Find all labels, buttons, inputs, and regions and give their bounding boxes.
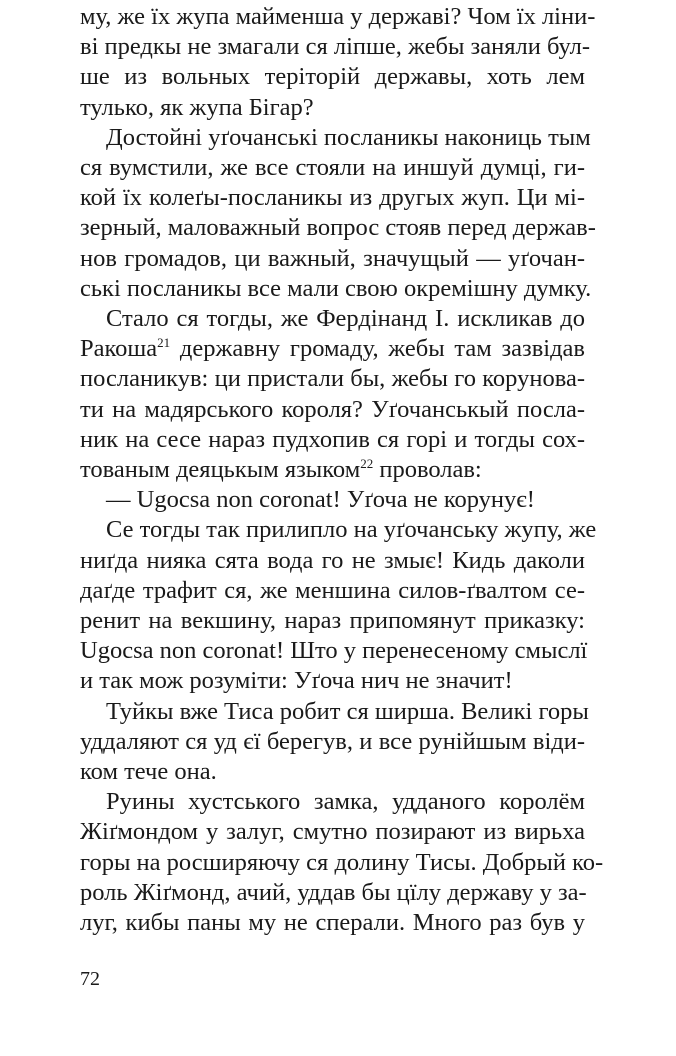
text-fragment: державну громаду, жебы там зазвідав	[170, 335, 585, 363]
text-line: ренит на векшину, нараз припомянут приказку:	[80, 607, 585, 635]
paragraph-3	[80, 304, 585, 485]
text-line: ше из вольных теріторій державы, хоть лем	[80, 63, 585, 91]
text-line: Ugocsa non coronat! Што у перенесеному смыслї	[80, 637, 588, 665]
page-body	[80, 2, 604, 938]
footnote-marker: 22	[360, 455, 374, 471]
paragraph-4	[80, 485, 585, 515]
footnote-marker: 21	[157, 335, 171, 351]
paragraph-5	[80, 515, 597, 696]
text-line-with-footnote	[80, 455, 585, 485]
text-line: Се тогды так прилипло на уґочанську жупу, же	[106, 516, 597, 544]
text-line: ся вумстили, же все стояли на иншуй думці, ги-	[80, 154, 585, 182]
paragraph-7	[80, 787, 604, 938]
text-line: горы на росширяючу ся долину Тисы. Добрый ко-	[80, 848, 604, 876]
text-line: Стало ся тогды, же Фердінанд І. искликав до	[106, 305, 585, 333]
text-line: ниґда нияка сята вода го не змыє! Кидь даколи	[80, 546, 585, 574]
text-line: Жіґмондом у залуг, смутно позирают из вирьха	[80, 818, 585, 846]
text-line: луг, кибы паны му не сперали. Много раз був у	[80, 909, 585, 937]
text-line: уддаляют ся уд єї берегув, и все рунійшым віди-	[80, 727, 585, 755]
text-line: даґде трафит ся, же меншина силов-ґвалтом се-	[80, 576, 585, 604]
text-line: зерный, маловажный вопрос стояв перед держав-	[80, 214, 596, 242]
text-line: роль Жіґмонд, ачий, уддав бы цїлу державу у за-	[80, 878, 587, 906]
paragraph-2	[80, 123, 596, 304]
text-line: му, же їх жупа майменша у державі? Чом їх ліни-	[80, 3, 596, 30]
text-line: нов громадов, ци важный, значущый — уґочан-	[80, 244, 585, 272]
text-line: ком тече она.	[80, 758, 217, 786]
text-line: и так мож розуміти: Уґоча нич не значит!	[80, 667, 513, 695]
text-line: кой їх колеґы-посланикы из другых жуп. Ци мі-	[80, 184, 585, 212]
text-fragment: Ракоша	[80, 335, 158, 363]
text-line: Достойні уґочанські посланикы накониць тым	[106, 123, 591, 151]
text-line: Туйкы вже Тиса робит ся ширша. Великі горы	[106, 697, 589, 725]
text-fragment: проволав:	[373, 456, 482, 484]
text-line: ти на мадярського короля? Уґочанськый послa-	[80, 395, 585, 423]
text-line: ві предкы не змагали ся ліпше, жебы заняли бул-	[80, 33, 591, 61]
paragraph-1	[80, 2, 596, 123]
text-fragment: тованым деяцькым языком	[80, 456, 361, 484]
text-line-with-footnote	[80, 334, 585, 364]
text-line: ник на сесе нараз пудхопив ся горі и тогды сох-	[80, 425, 585, 453]
paragraph-6	[80, 697, 589, 788]
text-line: тулько, як жупа Бігар?	[80, 93, 314, 121]
page-number: 72	[80, 968, 100, 990]
text-line: ські посланикы все мали свою окремішну думку.	[80, 274, 592, 302]
text-line: Руины хустського замка, удданого королём	[106, 788, 585, 816]
text-line: посланикув: ци пристали бы, жебы го корунова-	[80, 365, 585, 393]
text-line: — Ugocsa non coronat! Уґоча не корунує!	[106, 486, 535, 514]
